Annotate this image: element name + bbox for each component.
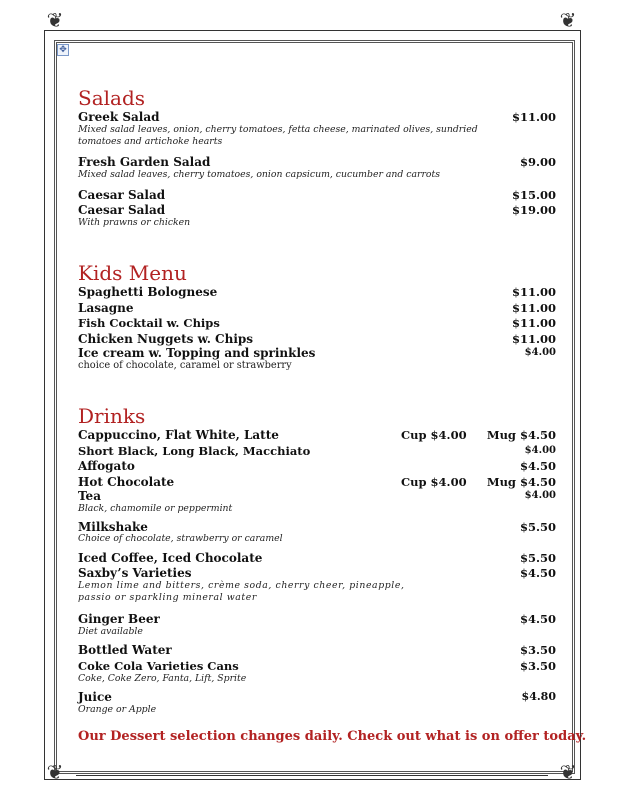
item-name: Iced Coffee, Iced Chocolate bbox=[78, 551, 263, 565]
menu-item bbox=[78, 109, 556, 125]
item-price: $4.80 bbox=[521, 690, 556, 703]
menu-item bbox=[78, 550, 556, 566]
item-price: Mug $4.50 bbox=[486, 428, 556, 442]
section-title-kids-menu: Kids Menu bbox=[78, 261, 187, 285]
bottom-left-ornament-icon: ❦ bbox=[46, 760, 64, 784]
menu-item bbox=[78, 427, 556, 443]
item-name: Coke Cola Varieties Cans bbox=[78, 659, 239, 673]
top-left-ornament-icon: ❦ bbox=[46, 8, 64, 32]
item-name: Hot Chocolate bbox=[78, 475, 175, 489]
menu-item bbox=[78, 642, 556, 658]
item-price: $15.00 bbox=[511, 188, 556, 202]
item-name: Short Black, Long Black, Macchiato bbox=[78, 444, 311, 458]
item-name: Milkshake bbox=[78, 520, 148, 534]
item-price: $11.00 bbox=[511, 332, 556, 346]
item-price: $5.50 bbox=[519, 520, 556, 534]
item-description: choice of chocolate, caramel or strawberry bbox=[78, 360, 292, 371]
item-name: Affogato bbox=[78, 459, 135, 473]
item-description: Choice of chocolate, strawberry or caramel bbox=[78, 533, 283, 544]
item-price: $11.00 bbox=[511, 110, 556, 124]
item-description: Black, chamomile or peppermint bbox=[78, 503, 233, 514]
item-name: Caesar Salad bbox=[78, 203, 166, 217]
menu-item bbox=[78, 187, 556, 203]
item-name: Caesar Salad bbox=[78, 188, 166, 202]
item-name: Cappuccino, Flat White, Latte bbox=[78, 428, 279, 442]
item-name: Spaghetti Bolognese bbox=[78, 285, 218, 299]
item-price: $4.00 bbox=[524, 490, 556, 501]
item-name: Ice cream w. Topping and sprinkles bbox=[78, 346, 316, 360]
menu-item bbox=[78, 488, 556, 504]
move-handle-icon[interactable]: ✥ bbox=[57, 44, 69, 56]
item-description: With prawns or chicken bbox=[78, 217, 191, 228]
section-title-drinks: Drinks bbox=[78, 404, 146, 428]
item-price: $4.00 bbox=[524, 445, 556, 456]
menu-item bbox=[78, 565, 556, 581]
item-name: Juice bbox=[78, 690, 112, 704]
item-price: $11.00 bbox=[511, 301, 556, 315]
item-price: $19.00 bbox=[511, 203, 556, 217]
item-description: Mixed salad leaves, onion, cherry tomatoes, fetta cheese, marinated olives, sundried tomatoes and artichoke hearts bbox=[78, 124, 478, 147]
menu-item bbox=[78, 284, 556, 300]
item-price: $4.50 bbox=[519, 459, 556, 473]
menu-item bbox=[78, 443, 556, 459]
menu-item bbox=[78, 689, 556, 705]
item-description: Diet available bbox=[78, 626, 143, 637]
item-description: Coke, Coke Zero, Fanta, Lift, Sprite bbox=[78, 673, 247, 684]
item-name: Greek Salad bbox=[78, 110, 160, 124]
item-cup-price: Cup $4.00 bbox=[401, 475, 467, 489]
item-price: $4.50 bbox=[519, 566, 556, 580]
item-description: Lemon lime and bitters, crème soda, cherry cheer, pineapple, passio or sparkling mineral water bbox=[78, 580, 405, 603]
top-right-ornament-icon: ❦ bbox=[559, 8, 577, 32]
item-name: Lasagne bbox=[78, 301, 134, 315]
bottom-right-ornament-icon: ❦ bbox=[559, 760, 577, 784]
menu-item bbox=[78, 315, 556, 331]
item-name: Bottled Water bbox=[78, 643, 172, 657]
item-name: Tea bbox=[78, 489, 101, 503]
item-price: $3.50 bbox=[519, 643, 556, 657]
menu-item bbox=[78, 611, 556, 627]
menu-item bbox=[78, 154, 556, 170]
item-price: $4.50 bbox=[519, 612, 556, 626]
section-title-salads: Salads bbox=[78, 86, 146, 110]
menu-item bbox=[78, 345, 556, 361]
item-cup-price: Cup $4.00 bbox=[401, 428, 467, 442]
item-price: Mug $4.50 bbox=[486, 475, 556, 489]
dessert-notice: Our Dessert selection changes daily. Check out what is on offer today. bbox=[78, 729, 587, 744]
item-name: Fresh Garden Salad bbox=[78, 155, 211, 169]
menu-item bbox=[78, 658, 556, 674]
menu-item bbox=[78, 202, 556, 218]
item-price: $3.50 bbox=[519, 659, 556, 673]
item-price: $11.00 bbox=[511, 316, 556, 330]
item-name: Fish Cocktail w. Chips bbox=[78, 316, 220, 330]
menu-item bbox=[78, 300, 556, 316]
item-name: Saxby’s Varieties bbox=[78, 566, 192, 580]
item-description: Orange or Apple bbox=[78, 704, 157, 715]
bottom-divider bbox=[76, 775, 548, 776]
item-price: $5.50 bbox=[519, 551, 556, 565]
item-description: Mixed salad leaves, cherry tomatoes, onion capsicum, cucumber and carrots bbox=[78, 169, 441, 180]
item-price: $11.00 bbox=[511, 285, 556, 299]
menu-item bbox=[78, 458, 556, 474]
item-name: Ginger Beer bbox=[78, 612, 160, 626]
item-price: $4.00 bbox=[524, 347, 556, 358]
item-price: $9.00 bbox=[519, 155, 556, 169]
item-name: Chicken Nuggets w. Chips bbox=[78, 332, 254, 346]
